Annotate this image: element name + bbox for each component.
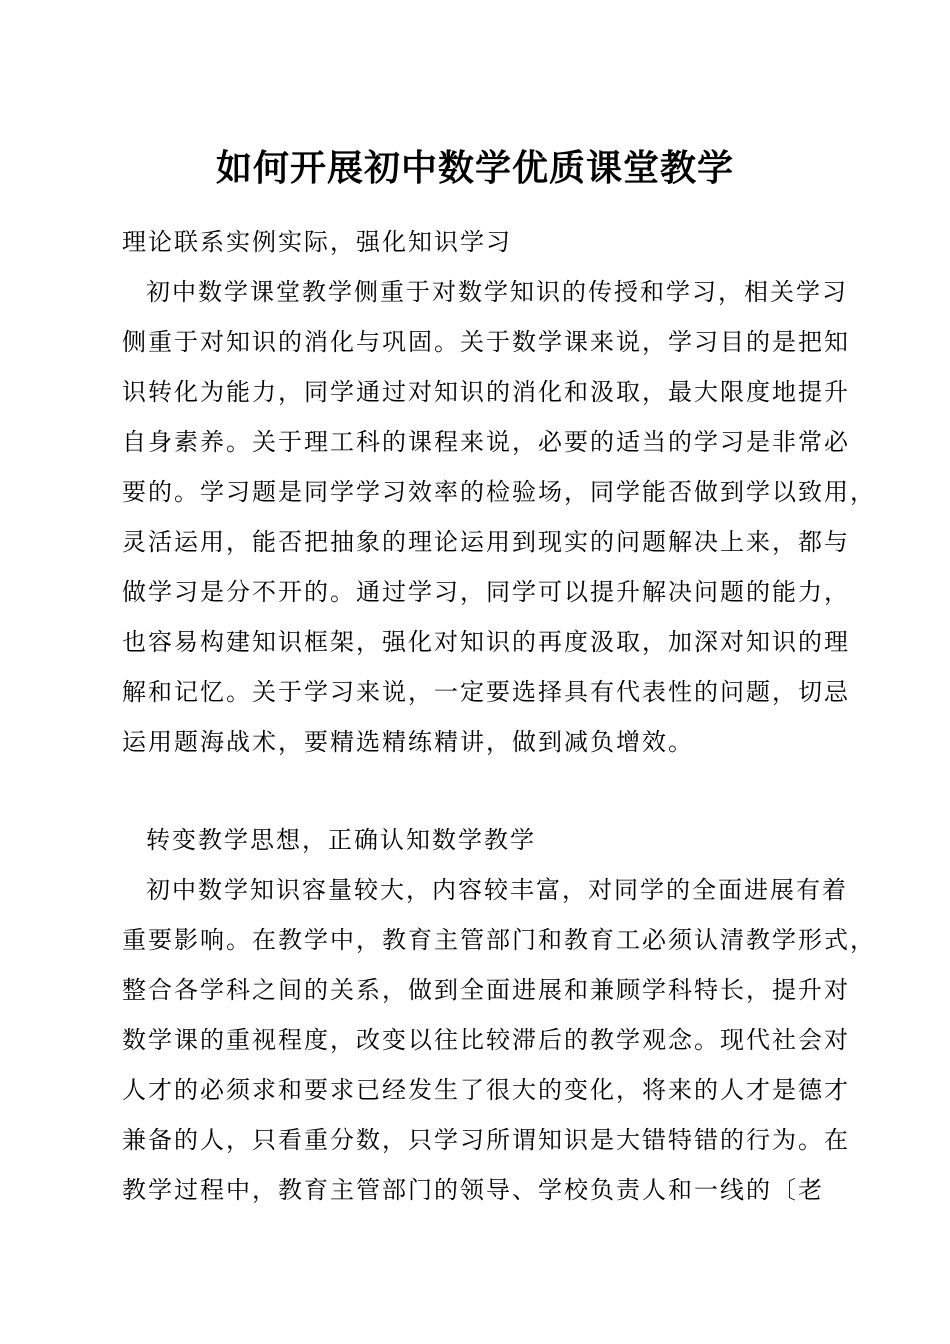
paragraph-line: 灵活运用，能否把抽象的理论运用到现实的问题解决上来，都与 bbox=[122, 528, 850, 556]
paragraph-line: 做学习是分不开的。通过学习，同学可以提升解决问题的能力， bbox=[122, 578, 850, 606]
paragraph-line: 人才的必须求和要求已经发生了很大的变化，将来的人才是德才 bbox=[122, 1076, 850, 1104]
paragraph-line: 自身素养。关于理工科的课程来说，必要的适当的学习是非常必 bbox=[122, 428, 850, 456]
paragraph-line: 解和记忆。关于学习来说，一定要选择具有代表性的问题，切忌 bbox=[122, 678, 850, 706]
paragraph-line: 识转化为能力，同学通过对知识的消化和汲取，最大限度地提升 bbox=[122, 378, 850, 406]
paragraph-line: 教学过程中，教育主管部门的领导、学校负责人和一线的〔老 bbox=[122, 1176, 824, 1204]
paragraph-line: 侧重于对知识的消化与巩固。关于数学课来说，学习目的是把知 bbox=[122, 328, 850, 356]
document-title: 如何开展初中数学优质课堂教学 bbox=[215, 147, 734, 189]
paragraph-line: 兼备的人，只看重分数，只学习所谓知识是大错特错的行为。在 bbox=[122, 1126, 850, 1154]
section-heading: 转变教学思想，正确认知数学教学 bbox=[146, 826, 536, 854]
paragraph-line: 初中数学课堂教学侧重于对数学知识的传授和学习，相关学习 bbox=[146, 278, 848, 306]
paragraph-line: 也容易构建知识框架，强化对知识的再度汲取，加深对知识的理 bbox=[122, 628, 850, 656]
paragraph-line: 数学课的重视程度，改变以往比较滞后的教学观念。现代社会对 bbox=[122, 1026, 850, 1054]
paragraph-line: 要的。学习题是同学学习效率的检验场，同学能否做到学以致用， bbox=[122, 478, 876, 506]
paragraph-line: 运用题海战术，要精选精练精讲，做到减负增效。 bbox=[122, 728, 694, 756]
paragraph-line: 初中数学知识容量较大，内容较丰富，对同学的全面进展有着 bbox=[146, 876, 848, 904]
paragraph-line: 整合各学科之间的关系，做到全面进展和兼顾学科特长，提升对 bbox=[122, 976, 850, 1004]
section-heading: 理论联系实例实际，强化知识学习 bbox=[122, 228, 512, 256]
paragraph-line: 重要影响。在教学中，教育主管部门和教育工必须认清教学形式， bbox=[122, 926, 876, 954]
